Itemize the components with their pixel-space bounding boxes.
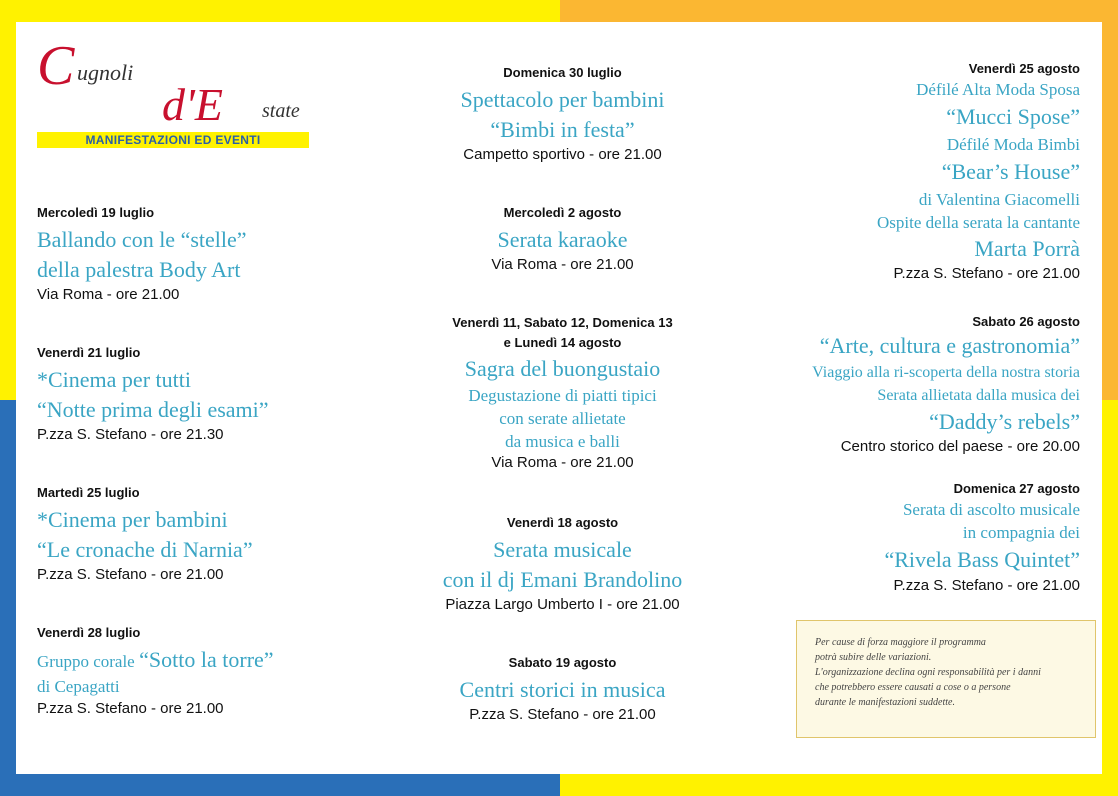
event-post: di Cepagatti <box>37 677 120 696</box>
event-pre: Gruppo corale <box>37 652 135 671</box>
event-subtitle: Degustazione di piatti tipici <box>468 386 657 405</box>
event-date: Venerdì 11, Sabato 12, Domenica 13 <box>452 315 673 330</box>
event-21-luglio <box>37 344 269 445</box>
event-title: della palestra Body Art <box>37 257 241 282</box>
event-title: Sagra del buongustaio <box>464 356 661 381</box>
event-date: Sabato 19 agosto <box>508 655 617 670</box>
event-line: in compagnia dei <box>962 523 1080 542</box>
disclaimer-line: L'organizzazione declina ogni responsabilità per i danni <box>815 667 1041 678</box>
event-venue: P.zza S. Stefano - ore 21.00 <box>893 265 1080 282</box>
event-19-agosto <box>375 654 750 725</box>
event-venue: P.zza S. Stefano - ore 21.00 <box>893 577 1080 594</box>
event-title: Serata karaoke <box>497 227 628 252</box>
logo-ugnoli: ugnoli <box>77 60 134 85</box>
event-date-2: e Lunedì 14 agosto <box>503 335 622 350</box>
event-date: Domenica 27 agosto <box>953 481 1080 496</box>
event-27-agosto <box>760 480 1080 596</box>
event-title: Marta Porrà <box>974 236 1080 261</box>
logo-state: state <box>262 100 300 122</box>
logo <box>37 35 312 152</box>
event-venue: P.zza S. Stefano - ore 21.00 <box>469 706 656 723</box>
event-date: Venerdì 25 agosto <box>968 61 1080 76</box>
event-title: “Bimbi in festa” <box>490 117 635 142</box>
event-date: Martedì 25 luglio <box>37 485 140 500</box>
event-venue: Piazza Largo Umberto I - ore 21.00 <box>445 596 680 613</box>
event-30-luglio <box>375 64 750 165</box>
event-subtitle: con serate allietate <box>499 409 626 428</box>
logo-subtitle: MANIFESTAZIONI ED EVENTI <box>37 132 309 148</box>
event-venue: Via Roma - ore 21.00 <box>491 454 634 471</box>
disclaimer-line: Per cause di forza maggiore il programma <box>815 637 986 648</box>
event-18-agosto <box>375 514 750 615</box>
event-venue: Via Roma - ore 21.00 <box>491 256 634 273</box>
event-date: Mercoledì 19 luglio <box>37 205 155 220</box>
event-title: “Le cronache di Narnia” <box>37 537 253 562</box>
event-line: Défilé Alta Moda Sposa <box>916 80 1080 99</box>
event-venue: P.zza S. Stefano - ore 21.30 <box>37 426 224 443</box>
event-title: “Notte prima degli esami” <box>37 397 269 422</box>
event-venue: Campetto sportivo - ore 21.00 <box>463 146 662 163</box>
event-title: Serata musicale <box>493 537 632 562</box>
event-date: Sabato 26 agosto <box>972 314 1080 329</box>
event-line: Viaggio alla ri-scoperta della nostra storia <box>812 364 1080 381</box>
event-title: “Daddy’s rebels” <box>929 409 1080 434</box>
event-title: “Sotto la torre” <box>139 647 274 672</box>
event-line: Serata allietata dalla musica dei <box>877 387 1080 404</box>
event-line: Ospite della serata la cantante <box>877 213 1080 232</box>
event-subtitle: da musica e balli <box>505 432 620 451</box>
event-date: Domenica 30 luglio <box>503 65 622 80</box>
event-title: *Cinema per bambini <box>37 507 228 532</box>
event-line: Défilé Moda Bimbi <box>946 135 1080 154</box>
event-title: Spettacolo per bambini <box>460 87 665 112</box>
event-date: Venerdì 18 agosto <box>506 515 619 530</box>
disclaimer-box <box>796 620 1096 738</box>
disclaimer-line: potrà subire delle variazioni. <box>815 652 932 663</box>
logo-letter-c: C <box>37 35 75 97</box>
event-title: Centri storici in musica <box>459 677 666 702</box>
event-date: Mercoledì 2 agosto <box>503 205 622 220</box>
event-title: “Bear’s House” <box>941 159 1080 184</box>
event-venue: P.zza S. Stefano - ore 21.00 <box>37 566 224 583</box>
event-25-agosto <box>760 60 1080 284</box>
event-25-luglio <box>37 484 253 585</box>
event-title: con il dj Emani Brandolino <box>442 567 683 592</box>
event-title: Ballando con le “stelle” <box>37 227 247 252</box>
event-venue: Centro storico del paese - ore 20.00 <box>840 438 1080 455</box>
event-19-luglio <box>37 204 247 305</box>
event-line: di Valentina Giacomelli <box>918 190 1080 209</box>
event-11-14-agosto <box>375 314 750 473</box>
event-26-agosto <box>740 313 1080 457</box>
event-2-agosto <box>375 204 750 275</box>
disclaimer-line: che potrebbero essere causati a cose o a persone <box>815 682 1011 693</box>
event-title: *Cinema per tutti <box>37 367 191 392</box>
event-title: “Mucci Spose” <box>946 104 1080 129</box>
event-title: “Arte, cultura e gastronomia” <box>819 333 1080 358</box>
event-title: “Rivela Bass Quintet” <box>884 547 1080 572</box>
logo-d-e: d'E <box>162 79 223 130</box>
disclaimer-line: durante le manifestazioni suddette. <box>815 697 955 708</box>
event-venue: Via Roma - ore 21.00 <box>37 286 180 303</box>
event-date: Venerdì 28 luglio <box>37 625 141 640</box>
event-date: Venerdì 21 luglio <box>37 345 141 360</box>
event-venue: P.zza S. Stefano - ore 21.00 <box>37 700 224 717</box>
event-line: Serata di ascolto musicale <box>902 500 1080 519</box>
event-28-luglio <box>37 624 274 719</box>
